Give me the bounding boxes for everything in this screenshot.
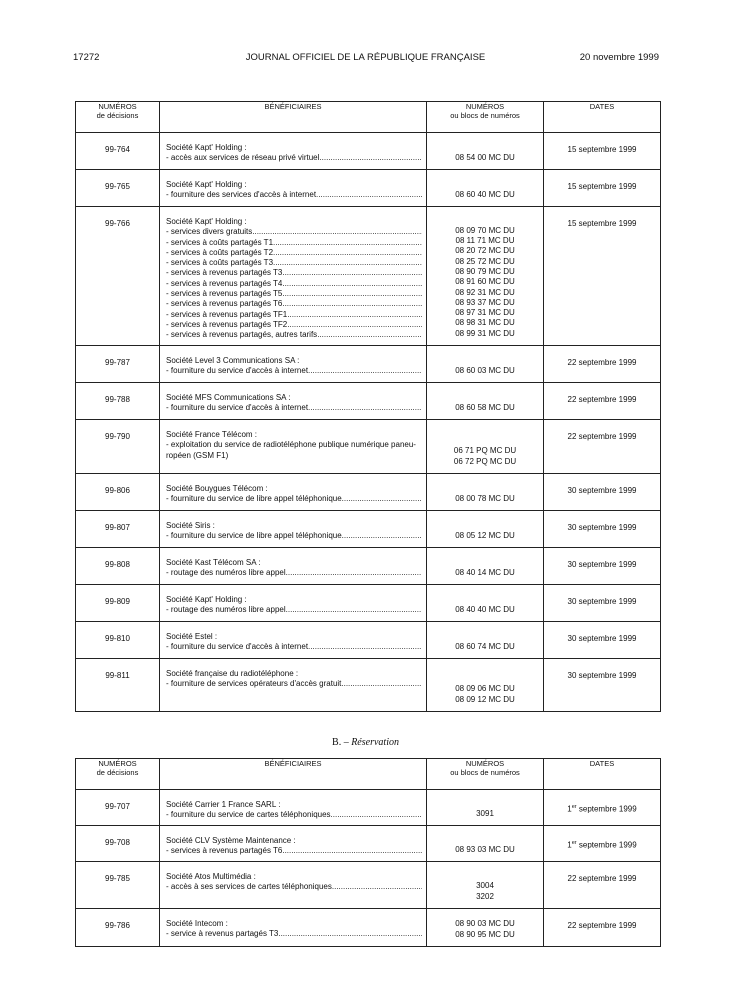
dot-leader bbox=[273, 248, 422, 258]
journal-title: JOURNAL OFFICIEL DE LA RÉPUBLIQUE FRANÇAISE bbox=[245, 52, 486, 63]
numbers-cell bbox=[427, 420, 544, 474]
decision-date: 30 septembre 1999 bbox=[544, 474, 661, 511]
decision-number: 99-708 bbox=[76, 826, 160, 862]
table-row bbox=[76, 909, 661, 947]
company-name: Société Kapt' Holding : bbox=[166, 217, 247, 226]
decision-date: 30 septembre 1999 bbox=[544, 585, 661, 622]
decision-number: 99-765 bbox=[76, 170, 160, 207]
numbers-cell bbox=[427, 511, 544, 548]
service-text: - service à revenus partagés T3 bbox=[166, 929, 279, 939]
beneficiary-cell bbox=[160, 622, 427, 659]
decision-date bbox=[544, 826, 661, 862]
decision-number: 99-811 bbox=[76, 659, 160, 712]
service-line bbox=[166, 258, 422, 268]
number-block: 08 90 95 MC DU bbox=[455, 929, 515, 939]
dot-leader bbox=[282, 268, 422, 278]
dot-leader bbox=[308, 403, 422, 413]
number-block: 08 60 58 MC DU bbox=[455, 402, 515, 412]
service-text: - fourniture du service d'accès à internet bbox=[166, 642, 309, 652]
date-ordinal: er bbox=[571, 804, 577, 810]
table-row bbox=[76, 474, 661, 511]
service-line bbox=[166, 238, 422, 248]
table-row bbox=[76, 511, 661, 548]
beneficiary-cell bbox=[160, 659, 427, 712]
dot-leader bbox=[331, 810, 422, 820]
col-decisions-header: NUMÉROS de décisions bbox=[76, 759, 160, 790]
dot-leader bbox=[316, 190, 422, 200]
decision-date: 22 septembre 1999 bbox=[544, 383, 661, 420]
table-row bbox=[76, 585, 661, 622]
service-line bbox=[166, 882, 422, 892]
company-name: Société Kast Télécom SA : bbox=[166, 558, 261, 567]
service-line bbox=[166, 929, 422, 939]
service-text: - services à coûts partagés T1 bbox=[166, 237, 274, 247]
service-line bbox=[166, 153, 422, 163]
decision-date: 22 septembre 1999 bbox=[544, 346, 661, 383]
service-text: - routage des numéros libre appel bbox=[166, 568, 286, 578]
service-text: - fourniture du service de cartes téléphoniques bbox=[166, 810, 331, 820]
table-row bbox=[76, 790, 661, 826]
service-text: - services à revenus partagés, autres tarifs bbox=[166, 330, 318, 340]
company-name: Société Siris : bbox=[166, 521, 215, 530]
number-block: 08 60 03 MC DU bbox=[455, 365, 515, 375]
service-line bbox=[166, 320, 422, 330]
service-line bbox=[166, 299, 422, 309]
decision-date: 15 septembre 1999 bbox=[544, 170, 661, 207]
beneficiary-cell bbox=[160, 585, 427, 622]
number-block: 08 40 40 MC DU bbox=[455, 604, 515, 614]
decision-number: 99-808 bbox=[76, 548, 160, 585]
decision-number: 99-785 bbox=[76, 862, 160, 909]
decision-date: 22 septembre 1999 bbox=[544, 420, 661, 474]
service-text: - services à revenus partagés T4 bbox=[166, 278, 283, 288]
number-block: 08 93 03 MC DU bbox=[455, 844, 515, 854]
numbers-cell bbox=[427, 346, 544, 383]
service-line bbox=[166, 568, 422, 578]
service-text: - routage des numéros libre appel bbox=[166, 605, 286, 615]
decision-number: 99-790 bbox=[76, 420, 160, 474]
numbers-cell bbox=[427, 207, 544, 346]
company-name: Société française du radiotéléphone : bbox=[166, 669, 299, 678]
dot-leader bbox=[332, 882, 422, 892]
dot-leader bbox=[282, 299, 422, 309]
dot-leader bbox=[317, 330, 422, 340]
service-text: - accès à ses services de cartes téléphoniques bbox=[166, 882, 332, 892]
numbers-cell bbox=[427, 790, 544, 826]
company-name: Société Kapt' Holding : bbox=[166, 143, 247, 152]
service-line bbox=[166, 605, 422, 615]
service-line bbox=[166, 810, 422, 820]
number-block: 3091 bbox=[476, 808, 494, 818]
table-row bbox=[76, 420, 661, 474]
number-block: 06 72 PQ MC DU bbox=[453, 456, 517, 466]
service-text: - services à revenus partagés TF1 bbox=[166, 309, 288, 319]
number-block: 3202 bbox=[476, 891, 494, 901]
number-block: 08 05 12 MC DU bbox=[455, 530, 515, 540]
beneficiary-cell bbox=[160, 790, 427, 826]
dot-leader bbox=[282, 279, 422, 289]
company-name: Société Kapt' Holding : bbox=[166, 180, 247, 189]
numbers-cell bbox=[427, 474, 544, 511]
decision-date: 15 septembre 1999 bbox=[544, 133, 661, 170]
service-line bbox=[166, 279, 422, 289]
decision-date: 22 septembre 1999 bbox=[544, 909, 661, 947]
dot-leader bbox=[287, 310, 422, 320]
numbers-cell bbox=[427, 383, 544, 420]
company-name: Société France Télécom : bbox=[166, 430, 258, 439]
table-row bbox=[76, 133, 661, 170]
col-beneficiaires-header: BÉNÉFICIAIRES bbox=[160, 759, 427, 790]
number-block: 08 40 14 MC DU bbox=[455, 567, 515, 577]
number-block: 08 25 72 MC DU bbox=[455, 256, 515, 266]
number-block: 08 54 00 MC DU bbox=[455, 152, 515, 162]
company-name: Société Level 3 Communications SA : bbox=[166, 356, 300, 365]
table-row bbox=[76, 862, 661, 909]
issue-date: 20 novembre 1999 bbox=[579, 52, 659, 63]
beneficiary-cell bbox=[160, 383, 427, 420]
service-text: - fourniture du service de libre appel téléphonique bbox=[166, 531, 342, 541]
service-text: - exploitation du service de radiotéléphone publique numérique paneu- bbox=[166, 440, 416, 450]
beneficiary-cell bbox=[160, 170, 427, 207]
dot-leader bbox=[273, 238, 422, 248]
service-text: - fourniture du service d'accès à internet bbox=[166, 403, 309, 413]
dot-leader bbox=[282, 289, 422, 299]
numbers-cell bbox=[427, 826, 544, 862]
number-block: 08 09 06 MC DU bbox=[455, 684, 515, 694]
service-text: - accès aux services de réseau privé virtuel bbox=[166, 153, 320, 163]
col-dates-header: DATES bbox=[544, 759, 661, 790]
service-text: - services à coûts partagés T2 bbox=[166, 247, 274, 257]
date-ordinal: er bbox=[571, 840, 577, 846]
dot-leader bbox=[319, 153, 422, 163]
number-block: 08 92 31 MC DU bbox=[455, 287, 515, 297]
service-line bbox=[166, 330, 422, 340]
service-line bbox=[166, 268, 422, 278]
company-name: Société Bouygues Télécom : bbox=[166, 484, 268, 493]
service-text: - services divers gratuits bbox=[166, 227, 253, 237]
col-beneficiaires-header: BÉNÉFICIAIRES bbox=[160, 102, 427, 133]
numbers-cell bbox=[427, 170, 544, 207]
table-row bbox=[76, 207, 661, 346]
table-row bbox=[76, 659, 661, 712]
beneficiary-cell bbox=[160, 346, 427, 383]
company-name: Société Intecom : bbox=[166, 919, 228, 928]
service-text: ropéen (GSM F1) bbox=[166, 450, 229, 460]
service-line bbox=[166, 289, 422, 299]
company-name: Société MFS Communications SA : bbox=[166, 393, 291, 402]
number-block: 08 98 31 MC DU bbox=[455, 318, 515, 328]
table-row bbox=[76, 826, 661, 862]
service-text: - fourniture du service de libre appel téléphonique bbox=[166, 494, 342, 504]
company-name: Société Estel : bbox=[166, 632, 218, 641]
decision-number: 99-764 bbox=[76, 133, 160, 170]
date-day: 1 bbox=[567, 804, 572, 814]
beneficiary-cell bbox=[160, 133, 427, 170]
decision-date: 22 septembre 1999 bbox=[544, 862, 661, 909]
service-text: - fourniture de services opérateurs d'accès gratuit bbox=[166, 679, 342, 689]
service-text: - services à revenus partagés T3 bbox=[166, 268, 283, 278]
numbers-cell bbox=[427, 585, 544, 622]
reservation-table bbox=[75, 758, 661, 947]
dot-leader bbox=[273, 258, 422, 268]
service-line bbox=[166, 846, 422, 856]
service-line bbox=[166, 366, 422, 376]
service-text: - services à revenus partagés T5 bbox=[166, 289, 283, 299]
numbers-cell bbox=[427, 909, 544, 947]
service-line bbox=[166, 403, 422, 413]
number-block: 08 91 60 MC DU bbox=[455, 277, 515, 287]
numbers-cell bbox=[427, 133, 544, 170]
beneficiary-cell bbox=[160, 474, 427, 511]
date-rest: septembre 1999 bbox=[576, 840, 637, 850]
number-block: 08 60 40 MC DU bbox=[455, 189, 515, 199]
service-line bbox=[166, 227, 422, 237]
service-text: - fourniture des services d'accès à internet bbox=[166, 190, 317, 200]
beneficiary-cell bbox=[160, 420, 427, 474]
dot-leader bbox=[308, 642, 422, 652]
table-row bbox=[76, 383, 661, 420]
service-line bbox=[166, 531, 422, 541]
decision-number: 99-787 bbox=[76, 346, 160, 383]
decision-number: 99-707 bbox=[76, 790, 160, 826]
dot-leader bbox=[286, 605, 422, 615]
decision-number: 99-766 bbox=[76, 207, 160, 346]
col-decisions-header: NUMÉROS de décisions bbox=[76, 102, 160, 133]
service-line bbox=[166, 248, 422, 258]
numbers-cell bbox=[427, 622, 544, 659]
number-block: 08 09 12 MC DU bbox=[455, 694, 515, 704]
number-block: 08 90 79 MC DU bbox=[455, 266, 515, 276]
service-line bbox=[166, 642, 422, 652]
number-block: 08 20 72 MC DU bbox=[455, 246, 515, 256]
decision-number: 99-788 bbox=[76, 383, 160, 420]
dot-leader bbox=[287, 320, 422, 330]
number-block: 08 09 70 MC DU bbox=[455, 225, 515, 235]
beneficiary-cell bbox=[160, 826, 427, 862]
dot-leader bbox=[342, 494, 422, 504]
dot-leader bbox=[282, 846, 422, 856]
service-text: - services à revenus partagés T6 bbox=[166, 299, 283, 309]
decision-number: 99-809 bbox=[76, 585, 160, 622]
beneficiary-cell bbox=[160, 548, 427, 585]
dot-leader bbox=[286, 568, 422, 578]
number-block: 08 97 31 MC DU bbox=[455, 308, 515, 318]
table-row bbox=[76, 346, 661, 383]
service-text: - services à revenus partagés TF2 bbox=[166, 319, 288, 329]
number-block: 08 93 37 MC DU bbox=[455, 297, 515, 307]
decision-date: 30 septembre 1999 bbox=[544, 622, 661, 659]
number-block: 08 90 03 MC DU bbox=[455, 919, 515, 929]
col-numeros-header: NUMÉROS ou blocs de numéros bbox=[427, 759, 544, 790]
beneficiary-cell bbox=[160, 207, 427, 346]
numbers-cell bbox=[427, 659, 544, 712]
numbers-cell bbox=[427, 862, 544, 909]
decisions-table bbox=[75, 101, 661, 712]
decision-date: 30 septembre 1999 bbox=[544, 659, 661, 712]
company-name: Société Kapt' Holding : bbox=[166, 595, 247, 604]
company-name: Société Atos Multimédia : bbox=[166, 872, 256, 881]
dot-leader bbox=[341, 679, 422, 689]
dot-leader bbox=[252, 227, 422, 237]
decision-date bbox=[544, 790, 661, 826]
table-row bbox=[76, 170, 661, 207]
table-row bbox=[76, 622, 661, 659]
company-name: Société Carrier 1 France SARL : bbox=[166, 800, 281, 809]
col-numeros-header: NUMÉROS ou blocs de numéros bbox=[427, 102, 544, 133]
number-block: 08 00 78 MC DU bbox=[455, 493, 515, 503]
beneficiary-cell bbox=[160, 511, 427, 548]
decision-number: 99-806 bbox=[76, 474, 160, 511]
decision-number: 99-807 bbox=[76, 511, 160, 548]
decision-number: 99-810 bbox=[76, 622, 160, 659]
service-text: - services à revenus partagés T6 bbox=[166, 846, 283, 856]
col-dates-header: DATES bbox=[544, 102, 661, 133]
dot-leader bbox=[308, 366, 422, 376]
dot-leader bbox=[278, 929, 422, 939]
date-day: 1 bbox=[567, 840, 572, 850]
beneficiary-cell bbox=[160, 909, 427, 947]
beneficiary-cell bbox=[160, 862, 427, 909]
page-number: 17272 bbox=[73, 52, 100, 63]
number-block: 06 71 PQ MC DU bbox=[453, 446, 517, 456]
date-rest: septembre 1999 bbox=[576, 804, 637, 814]
number-block: 08 99 31 MC DU bbox=[455, 328, 515, 338]
table-row bbox=[76, 548, 661, 585]
decision-date: 15 septembre 1999 bbox=[544, 207, 661, 346]
decision-number: 99-786 bbox=[76, 909, 160, 947]
service-line bbox=[166, 679, 422, 689]
number-block: 08 11 71 MC DU bbox=[455, 236, 515, 246]
service-line bbox=[166, 494, 422, 504]
company-name: Société CLV Système Maintenance : bbox=[166, 836, 296, 845]
service-line bbox=[166, 310, 422, 320]
service-line bbox=[166, 190, 422, 200]
numbers-cell bbox=[427, 548, 544, 585]
number-block: 3004 bbox=[476, 881, 494, 891]
service-text: - services à coûts partagés T3 bbox=[166, 258, 274, 268]
decision-date: 30 septembre 1999 bbox=[544, 511, 661, 548]
section-title: B. – Réservation bbox=[332, 737, 399, 748]
number-block: 08 60 74 MC DU bbox=[455, 641, 515, 651]
decision-date: 30 septembre 1999 bbox=[544, 548, 661, 585]
dot-leader bbox=[342, 531, 422, 541]
service-text: - fourniture du service d'accès à internet bbox=[166, 366, 309, 376]
